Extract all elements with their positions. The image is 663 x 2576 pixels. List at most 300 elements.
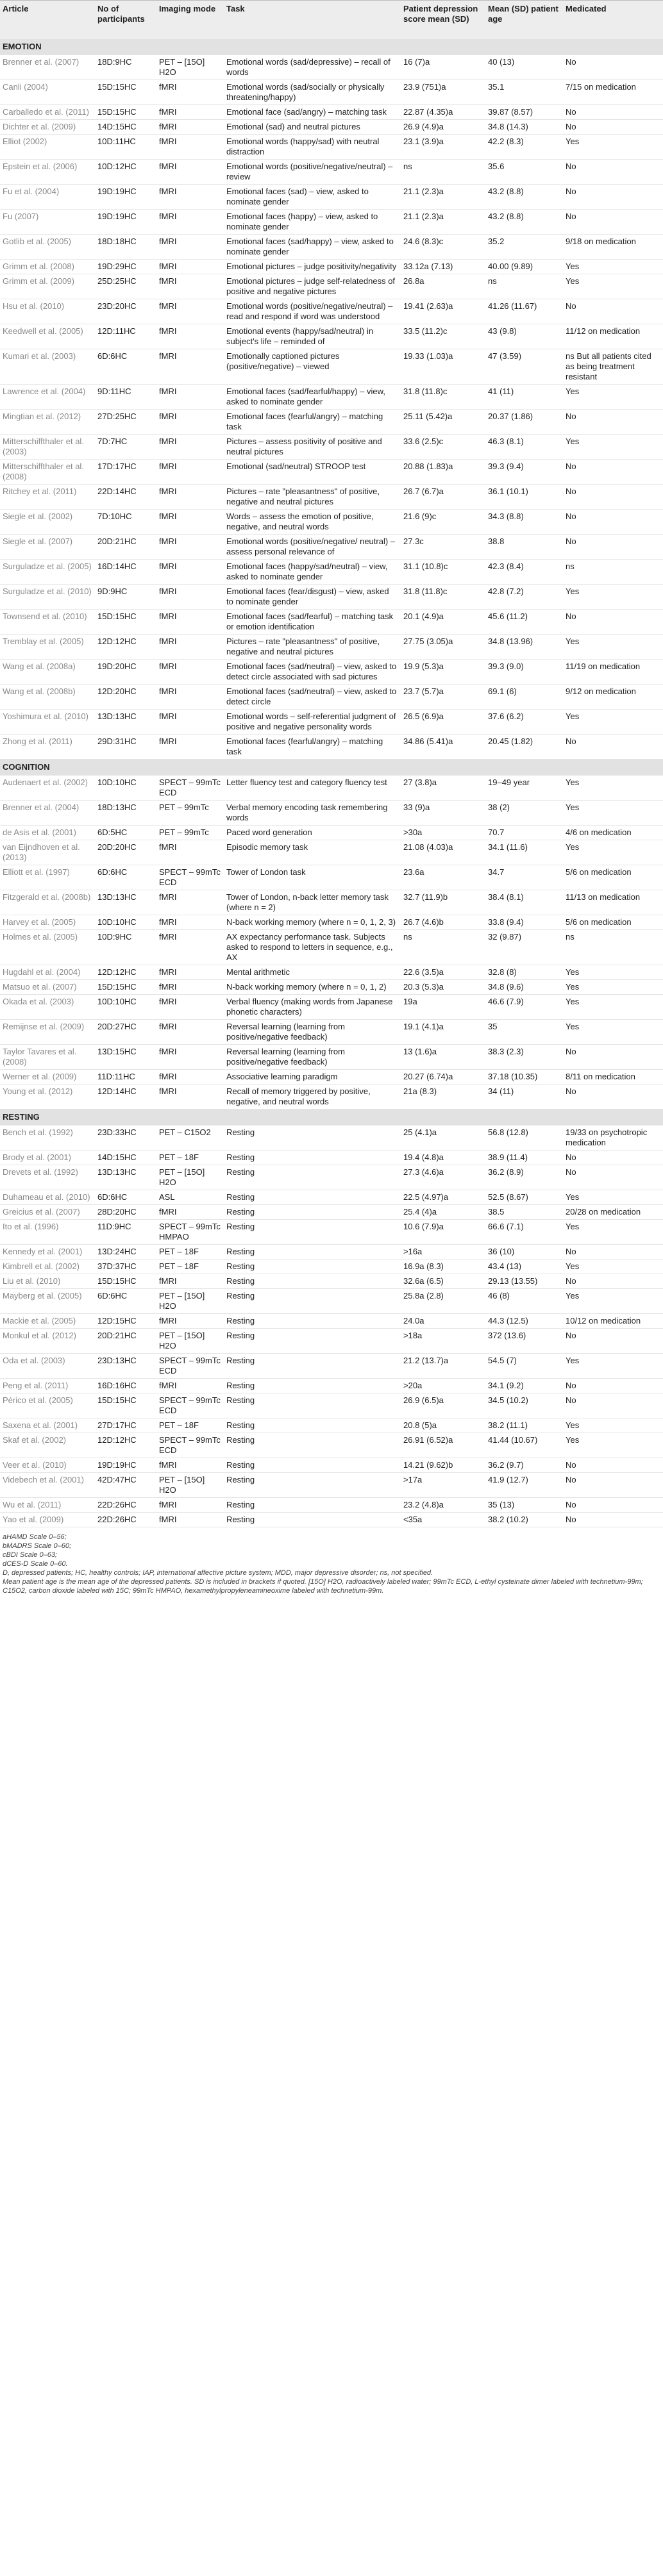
cell-task: Resting bbox=[224, 1433, 401, 1458]
cell-task: Pictures – assess positivity of positive and neutral pictures bbox=[224, 434, 401, 459]
table-row bbox=[0, 384, 663, 409]
cell-depression-score: 33.12a (7.13) bbox=[401, 259, 485, 274]
cell-imaging-mode: PET – [15O] H2O bbox=[156, 1328, 224, 1353]
cell-medicated: No bbox=[563, 1328, 663, 1353]
cell-article: Harvey et al. (2005) bbox=[0, 915, 95, 929]
cell-task: Emotional face (sad/angry) – matching task bbox=[224, 104, 401, 119]
cell-depression-score: 25.8a (2.8) bbox=[401, 1288, 485, 1313]
cell-medicated: Yes bbox=[563, 979, 663, 994]
cell-depression-score: 10.6 (7.9)a bbox=[401, 1219, 485, 1244]
cell-medicated: No bbox=[563, 1497, 663, 1512]
cell-article: Hugdahl et al. (2004) bbox=[0, 965, 95, 979]
cell-imaging-mode: ASL bbox=[156, 1190, 224, 1204]
cell-article: Liu et al. (2010) bbox=[0, 1274, 95, 1288]
cell-depression-score: 20.8 (5)a bbox=[401, 1418, 485, 1433]
cell-participants: 10D:10HC bbox=[95, 994, 156, 1019]
cell-patient-age: 372 (13.6) bbox=[485, 1328, 563, 1353]
cell-patient-age: 41 (11) bbox=[485, 384, 563, 409]
cell-patient-age: 20.45 (1.82) bbox=[485, 734, 563, 759]
cell-imaging-mode: fMRI bbox=[156, 1084, 224, 1109]
cell-article: Dichter et al. (2009) bbox=[0, 119, 95, 134]
cell-imaging-mode: fMRI bbox=[156, 324, 224, 349]
cell-depression-score: 19.1 (4.1)a bbox=[401, 1019, 485, 1044]
header-depression-score: Patient depression score mean (SD) bbox=[401, 1, 485, 39]
footnote: dCES-D Scale 0–60. bbox=[3, 1559, 68, 1568]
cell-depression-score: 32.6a (6.5) bbox=[401, 1274, 485, 1288]
cell-task: Resting bbox=[224, 1458, 401, 1472]
table-row bbox=[0, 1244, 663, 1259]
cell-task: Tower of London task bbox=[224, 865, 401, 890]
cell-imaging-mode: PET – 18F bbox=[156, 1244, 224, 1259]
cell-medicated: Yes bbox=[563, 800, 663, 825]
table-row bbox=[0, 994, 663, 1019]
cell-article: Okada et al. (2003) bbox=[0, 994, 95, 1019]
cell-patient-age: 34.5 (10.2) bbox=[485, 1393, 563, 1418]
cell-participants: 12D:11HC bbox=[95, 324, 156, 349]
cell-task: Resting bbox=[224, 1472, 401, 1497]
cell-depression-score: 23.1 (3.9)a bbox=[401, 134, 485, 159]
cell-medicated: No bbox=[563, 299, 663, 324]
cell-medicated: Yes bbox=[563, 1288, 663, 1313]
footnote: Mean patient age is the mean age of the depressed patients. SD is included in brackets if quoted. [15O] H2O, radioactively labeled water; 99mTc ECD, L-ethyl cysteinate dimer labeled with technetium-99m; C15O2, carbon dioxide labeled with 15C; 99mTc HMPAO, hexamethylpropyleneamineoxime labeled with technetium-99m. bbox=[3, 1577, 643, 1595]
cell-depression-score: 21.6 (9)c bbox=[401, 509, 485, 534]
section-header bbox=[0, 759, 663, 775]
cell-article: Mitterschiffthaler et al. (2003) bbox=[0, 434, 95, 459]
cell-article: Brenner et al. (2004) bbox=[0, 800, 95, 825]
cell-participants: 6D:6HC bbox=[95, 865, 156, 890]
cell-medicated: Yes bbox=[563, 1259, 663, 1274]
table-row bbox=[0, 684, 663, 709]
cell-patient-age: 39.3 (9.0) bbox=[485, 659, 563, 684]
cell-medicated: No bbox=[563, 734, 663, 759]
cell-imaging-mode: fMRI bbox=[156, 890, 224, 915]
table-row bbox=[0, 1393, 663, 1418]
cell-depression-score: 21.1 (2.3)a bbox=[401, 184, 485, 209]
cell-imaging-mode: fMRI bbox=[156, 509, 224, 534]
cell-participants: 15D:15HC bbox=[95, 79, 156, 104]
table-row bbox=[0, 800, 663, 825]
cell-medicated: Yes bbox=[563, 1433, 663, 1458]
cell-depression-score: 23.6a bbox=[401, 865, 485, 890]
cell-participants: 14D:15HC bbox=[95, 1150, 156, 1165]
table-row bbox=[0, 1328, 663, 1353]
cell-medicated: 9/18 on medication bbox=[563, 234, 663, 259]
cell-task: Emotional faces (fearful/angry) – matching task bbox=[224, 409, 401, 434]
cell-imaging-mode: fMRI bbox=[156, 299, 224, 324]
cell-task: Emotional words – self-referential judgment of positive and negative personality words bbox=[224, 709, 401, 734]
cell-depression-score: <35a bbox=[401, 1512, 485, 1527]
table-row bbox=[0, 609, 663, 634]
cell-patient-age: 35 (13) bbox=[485, 1497, 563, 1512]
cell-patient-age: 35 bbox=[485, 1019, 563, 1044]
cell-participants: 6D:6HC bbox=[95, 1288, 156, 1313]
cell-patient-age: 29.13 (13.55) bbox=[485, 1274, 563, 1288]
table-row bbox=[0, 159, 663, 184]
cell-imaging-mode: fMRI bbox=[156, 1313, 224, 1328]
cell-article: Brody et al. (2001) bbox=[0, 1150, 95, 1165]
table-row bbox=[0, 484, 663, 509]
header-article: Article bbox=[0, 1, 95, 39]
cell-patient-age: 38 (2) bbox=[485, 800, 563, 825]
cell-medicated: Yes bbox=[563, 134, 663, 159]
cell-imaging-mode: PET – [15O] H2O bbox=[156, 1472, 224, 1497]
cell-article: Zhong et al. (2011) bbox=[0, 734, 95, 759]
cell-patient-age: 38.2 (10.2) bbox=[485, 1512, 563, 1527]
cell-patient-age: 34.8 (9.6) bbox=[485, 979, 563, 994]
cell-participants: 12D:12HC bbox=[95, 965, 156, 979]
cell-medicated: No bbox=[563, 209, 663, 234]
cell-depression-score: 34.86 (5.41)a bbox=[401, 734, 485, 759]
cell-imaging-mode: PET – 99mTc bbox=[156, 800, 224, 825]
cell-depression-score: 23.9 (751)a bbox=[401, 79, 485, 104]
cell-patient-age: 37.18 (10.35) bbox=[485, 1069, 563, 1084]
cell-depression-score: 33.6 (2.5)c bbox=[401, 434, 485, 459]
cell-medicated: 5/6 on medication bbox=[563, 865, 663, 890]
cell-patient-age: 46.3 (8.1) bbox=[485, 434, 563, 459]
cell-imaging-mode: fMRI bbox=[156, 584, 224, 609]
cell-imaging-mode: fMRI bbox=[156, 709, 224, 734]
cell-depression-score: 27 (3.8)a bbox=[401, 775, 485, 800]
cell-medicated: No bbox=[563, 409, 663, 434]
cell-article: Peng et al. (2011) bbox=[0, 1378, 95, 1393]
cell-task: AX expectancy performance task. Subjects asked to respond to letters in sequence, e.g., AX bbox=[224, 929, 401, 965]
table-row bbox=[0, 929, 663, 965]
cell-depression-score: 13 (1.6)a bbox=[401, 1044, 485, 1069]
cell-task: Pictures – rate "pleasantness" of positive, negative and neutral pictures bbox=[224, 484, 401, 509]
cell-imaging-mode: SPECT – 99mTc ECD bbox=[156, 1353, 224, 1378]
cell-article: Werner et al. (2009) bbox=[0, 1069, 95, 1084]
cell-article: Fu et al. (2004) bbox=[0, 184, 95, 209]
cell-patient-age: 56.8 (12.8) bbox=[485, 1125, 563, 1150]
cell-article: Young et al. (2012) bbox=[0, 1084, 95, 1109]
cell-participants: 19D:19HC bbox=[95, 184, 156, 209]
cell-participants: 6D:6HC bbox=[95, 349, 156, 384]
cell-task: N-back working memory (where n = 0, 1, 2, 3) bbox=[224, 915, 401, 929]
cell-imaging-mode: fMRI bbox=[156, 184, 224, 209]
cell-medicated: Yes bbox=[563, 1219, 663, 1244]
cell-article: Taylor Tavares et al. (2008) bbox=[0, 1044, 95, 1069]
cell-task: Emotional faces (sad/fearful/happy) – view, asked to nominate gender bbox=[224, 384, 401, 409]
cell-task: Episodic memory task bbox=[224, 840, 401, 865]
section-title: EMOTION bbox=[0, 39, 663, 55]
cell-patient-age: 34.7 bbox=[485, 865, 563, 890]
cell-depression-score: ns bbox=[401, 929, 485, 965]
cell-participants: 22D:26HC bbox=[95, 1497, 156, 1512]
cell-imaging-mode: SPECT – 99mTc ECD bbox=[156, 1393, 224, 1418]
cell-participants: 13D:13HC bbox=[95, 1165, 156, 1190]
cell-article: Carballedo et al. (2011) bbox=[0, 104, 95, 119]
cell-patient-age: 43 (9.8) bbox=[485, 324, 563, 349]
cell-medicated: 7/15 on medication bbox=[563, 79, 663, 104]
cell-medicated: No bbox=[563, 484, 663, 509]
cell-patient-age: 44.3 (12.5) bbox=[485, 1313, 563, 1328]
cell-imaging-mode: fMRI bbox=[156, 965, 224, 979]
table-row bbox=[0, 1069, 663, 1084]
cell-patient-age: 36.2 (8.9) bbox=[485, 1165, 563, 1190]
cell-depression-score: 22.6 (3.5)a bbox=[401, 965, 485, 979]
table-row bbox=[0, 324, 663, 349]
cell-imaging-mode: PET – [15O] H2O bbox=[156, 1165, 224, 1190]
cell-imaging-mode: fMRI bbox=[156, 1204, 224, 1219]
cell-medicated: No bbox=[563, 1150, 663, 1165]
table-row bbox=[0, 1418, 663, 1433]
cell-patient-age: 42.8 (7.2) bbox=[485, 584, 563, 609]
table-row bbox=[0, 134, 663, 159]
cell-depression-score: 27.75 (3.05)a bbox=[401, 634, 485, 659]
cell-medicated: No bbox=[563, 119, 663, 134]
cell-article: Grimm et al. (2009) bbox=[0, 274, 95, 299]
table-row bbox=[0, 1150, 663, 1165]
cell-medicated: ns But all patients cited as being treatment resistant bbox=[563, 349, 663, 384]
table-row bbox=[0, 840, 663, 865]
cell-imaging-mode: fMRI bbox=[156, 1044, 224, 1069]
cell-medicated: 4/6 on medication bbox=[563, 825, 663, 840]
cell-task: Resting bbox=[224, 1288, 401, 1313]
cell-task: Emotional events (happy/sad/neutral) in subject's life – reminded of bbox=[224, 324, 401, 349]
cell-medicated: No bbox=[563, 104, 663, 119]
footnote: bMADRS Scale 0–60; bbox=[3, 1541, 71, 1550]
cell-depression-score: 31.8 (11.8)c bbox=[401, 584, 485, 609]
cell-participants: 6D:6HC bbox=[95, 1190, 156, 1204]
cell-participants: 18D:18HC bbox=[95, 234, 156, 259]
cell-patient-age: 38.8 bbox=[485, 534, 563, 559]
cell-depression-score: 19.41 (2.63)a bbox=[401, 299, 485, 324]
cell-participants: 12D:12HC bbox=[95, 634, 156, 659]
cell-imaging-mode: fMRI bbox=[156, 484, 224, 509]
cell-article: Bench et al. (1992) bbox=[0, 1125, 95, 1150]
cell-participants: 42D:47HC bbox=[95, 1472, 156, 1497]
cell-participants: 12D:20HC bbox=[95, 684, 156, 709]
cell-imaging-mode: SPECT – 99mTc ECD bbox=[156, 775, 224, 800]
cell-article: Remijnse et al. (2009) bbox=[0, 1019, 95, 1044]
section-header bbox=[0, 1109, 663, 1125]
cell-patient-age: 32.8 (8) bbox=[485, 965, 563, 979]
cell-depression-score: 26.91 (6.52)a bbox=[401, 1433, 485, 1458]
cell-patient-age: 36 (10) bbox=[485, 1244, 563, 1259]
cell-imaging-mode: PET – 18F bbox=[156, 1259, 224, 1274]
cell-depression-score: 25.11 (5.42)a bbox=[401, 409, 485, 434]
cell-patient-age: 34.1 (11.6) bbox=[485, 840, 563, 865]
cell-task: Emotional faces (fear/disgust) – view, asked to nominate gender bbox=[224, 584, 401, 609]
cell-patient-age: 46 (8) bbox=[485, 1288, 563, 1313]
cell-article: Monkul et al. (2012) bbox=[0, 1328, 95, 1353]
table-row bbox=[0, 349, 663, 384]
table-row bbox=[0, 1353, 663, 1378]
cell-participants: 23D:20HC bbox=[95, 299, 156, 324]
section-title: RESTING bbox=[0, 1109, 663, 1125]
cell-participants: 7D:10HC bbox=[95, 509, 156, 534]
cell-participants: 29D:31HC bbox=[95, 734, 156, 759]
table-row bbox=[0, 1044, 663, 1069]
cell-task: Letter fluency test and category fluency test bbox=[224, 775, 401, 800]
table-row bbox=[0, 1472, 663, 1497]
cell-article: Tremblay et al. (2005) bbox=[0, 634, 95, 659]
cell-participants: 16D:16HC bbox=[95, 1378, 156, 1393]
cell-patient-age: 36.2 (9.7) bbox=[485, 1458, 563, 1472]
cell-depression-score: 21.08 (4.03)a bbox=[401, 840, 485, 865]
cell-imaging-mode: SPECT – 99mTc HMPAO bbox=[156, 1219, 224, 1244]
cell-participants: 20D:21HC bbox=[95, 534, 156, 559]
table-row bbox=[0, 1433, 663, 1458]
cell-article: Matsuo et al. (2007) bbox=[0, 979, 95, 994]
cell-article: Canli (2004) bbox=[0, 79, 95, 104]
cell-task: Resting bbox=[224, 1190, 401, 1204]
cell-task: Emotional faces (fearful/angry) – matching task bbox=[224, 734, 401, 759]
table-row bbox=[0, 1288, 663, 1313]
cell-depression-score: 27.3 (4.6)a bbox=[401, 1165, 485, 1190]
table-footnotes bbox=[0, 1527, 663, 1600]
section-header bbox=[0, 39, 663, 55]
cell-article: Ito et al. (1996) bbox=[0, 1219, 95, 1244]
cell-task: Resting bbox=[224, 1497, 401, 1512]
cell-medicated: No bbox=[563, 1393, 663, 1418]
cell-patient-age: 43.4 (13) bbox=[485, 1259, 563, 1274]
cell-participants: 16D:14HC bbox=[95, 559, 156, 584]
table-row bbox=[0, 459, 663, 484]
cell-participants: 13D:13HC bbox=[95, 709, 156, 734]
cell-patient-age: 35.6 bbox=[485, 159, 563, 184]
cell-patient-age: 38.3 (2.3) bbox=[485, 1044, 563, 1069]
cell-medicated: No bbox=[563, 159, 663, 184]
cell-medicated: Yes bbox=[563, 259, 663, 274]
cell-medicated: 9/12 on medication bbox=[563, 684, 663, 709]
cell-participants: 12D:14HC bbox=[95, 1084, 156, 1109]
cell-depression-score: 24.6 (8.3)c bbox=[401, 234, 485, 259]
cell-participants: 10D:10HC bbox=[95, 915, 156, 929]
cell-task: Resting bbox=[224, 1165, 401, 1190]
cell-patient-age: 52.5 (8.67) bbox=[485, 1190, 563, 1204]
cell-article: Elliot (2002) bbox=[0, 134, 95, 159]
cell-participants: 14D:15HC bbox=[95, 119, 156, 134]
table-row bbox=[0, 965, 663, 979]
cell-imaging-mode: fMRI bbox=[156, 534, 224, 559]
header-participants: No of participants bbox=[95, 1, 156, 39]
cell-medicated: Yes bbox=[563, 840, 663, 865]
table-row bbox=[0, 409, 663, 434]
cell-medicated: Yes bbox=[563, 1019, 663, 1044]
cell-imaging-mode: fMRI bbox=[156, 349, 224, 384]
cell-article: Fu (2007) bbox=[0, 209, 95, 234]
cell-task: Words – assess the emotion of positive, negative, and neutral words bbox=[224, 509, 401, 534]
cell-article: Keedwell et al. (2005) bbox=[0, 324, 95, 349]
cell-task: Resting bbox=[224, 1418, 401, 1433]
cell-participants: 15D:15HC bbox=[95, 104, 156, 119]
table-row bbox=[0, 1378, 663, 1393]
cell-patient-age: 38.5 bbox=[485, 1204, 563, 1219]
cell-imaging-mode: fMRI bbox=[156, 840, 224, 865]
cell-task: Emotional words (positive/negative/neutral) – review bbox=[224, 159, 401, 184]
table-row bbox=[0, 54, 663, 79]
cell-medicated: Yes bbox=[563, 1418, 663, 1433]
cell-participants: 10D:11HC bbox=[95, 134, 156, 159]
cell-imaging-mode: PET – 18F bbox=[156, 1150, 224, 1165]
header-task: Task bbox=[224, 1, 401, 39]
cell-article: Audenaert et al. (2002) bbox=[0, 775, 95, 800]
cell-imaging-mode: fMRI bbox=[156, 209, 224, 234]
cell-task: Paced word generation bbox=[224, 825, 401, 840]
cell-participants: 10D:10HC bbox=[95, 775, 156, 800]
cell-task: Resting bbox=[224, 1150, 401, 1165]
table-row bbox=[0, 509, 663, 534]
cell-medicated: No bbox=[563, 1472, 663, 1497]
cell-depression-score: 23.2 (4.8)a bbox=[401, 1497, 485, 1512]
section-title: COGNITION bbox=[0, 759, 663, 775]
cell-patient-age: 38.9 (11.4) bbox=[485, 1150, 563, 1165]
cell-patient-age: 46.6 (7.9) bbox=[485, 994, 563, 1019]
cell-participants: 11D:11HC bbox=[95, 1069, 156, 1084]
cell-patient-age: 34.1 (9.2) bbox=[485, 1378, 563, 1393]
cell-medicated: No bbox=[563, 1512, 663, 1527]
cell-participants: 9D:9HC bbox=[95, 584, 156, 609]
cell-imaging-mode: fMRI bbox=[156, 274, 224, 299]
cell-task: Pictures – rate "pleasantness" of positive, negative and neutral pictures bbox=[224, 634, 401, 659]
cell-article: Fitzgerald et al. (2008b) bbox=[0, 890, 95, 915]
cell-medicated: Yes bbox=[563, 384, 663, 409]
cell-patient-age: 42.2 (8.3) bbox=[485, 134, 563, 159]
cell-medicated: 11/12 on medication bbox=[563, 324, 663, 349]
cell-patient-age: 39.3 (9.4) bbox=[485, 459, 563, 484]
cell-medicated: No bbox=[563, 1084, 663, 1109]
table-row bbox=[0, 259, 663, 274]
cell-imaging-mode: fMRI bbox=[156, 1274, 224, 1288]
cell-article: Veer et al. (2010) bbox=[0, 1458, 95, 1472]
cell-medicated: Yes bbox=[563, 274, 663, 299]
cell-task: Resting bbox=[224, 1244, 401, 1259]
cell-patient-age: 47 (3.59) bbox=[485, 349, 563, 384]
table-row bbox=[0, 299, 663, 324]
cell-patient-age: 36.1 (10.1) bbox=[485, 484, 563, 509]
cell-task: Resting bbox=[224, 1274, 401, 1288]
cell-imaging-mode: fMRI bbox=[156, 929, 224, 965]
cell-imaging-mode: PET – 18F bbox=[156, 1418, 224, 1433]
table-row bbox=[0, 559, 663, 584]
cell-medicated: No bbox=[563, 459, 663, 484]
cell-depression-score: 25 (4.1)a bbox=[401, 1125, 485, 1150]
cell-participants: 28D:20HC bbox=[95, 1204, 156, 1219]
header-patient-age: Mean (SD) patient age bbox=[485, 1, 563, 39]
cell-participants: 13D:15HC bbox=[95, 1044, 156, 1069]
cell-patient-age: 66.6 (7.1) bbox=[485, 1219, 563, 1244]
cell-depression-score: >16a bbox=[401, 1244, 485, 1259]
cell-patient-age: 43.2 (8.8) bbox=[485, 184, 563, 209]
cell-participants: 22D:14HC bbox=[95, 484, 156, 509]
cell-imaging-mode: fMRI bbox=[156, 609, 224, 634]
cell-depression-score: 20.27 (6.74)a bbox=[401, 1069, 485, 1084]
cell-participants: 7D:7HC bbox=[95, 434, 156, 459]
cell-medicated: ns bbox=[563, 929, 663, 965]
cell-depression-score: 27.3c bbox=[401, 534, 485, 559]
cell-participants: 17D:17HC bbox=[95, 459, 156, 484]
cell-patient-age: 37.6 (6.2) bbox=[485, 709, 563, 734]
cell-task: Emotional words (positive/negative/neutral) – read and respond if word was understood bbox=[224, 299, 401, 324]
cell-participants: 6D:5HC bbox=[95, 825, 156, 840]
table-row bbox=[0, 1313, 663, 1328]
cell-depression-score: 33.5 (11.2)c bbox=[401, 324, 485, 349]
cell-patient-age: 40 (13) bbox=[485, 54, 563, 79]
cell-depression-score: 20.1 (4.9)a bbox=[401, 609, 485, 634]
cell-article: Ritchey et al. (2011) bbox=[0, 484, 95, 509]
cell-patient-age: 45.6 (11.2) bbox=[485, 609, 563, 634]
cell-participants: 19D:19HC bbox=[95, 209, 156, 234]
cell-patient-age: 19–49 year bbox=[485, 775, 563, 800]
cell-task: Emotional faces (sad) – view, asked to nominate gender bbox=[224, 184, 401, 209]
cell-medicated: Yes bbox=[563, 584, 663, 609]
cell-medicated: 11/19 on medication bbox=[563, 659, 663, 684]
cell-task: Associative learning paradigm bbox=[224, 1069, 401, 1084]
cell-task: Emotional words (happy/sad) with neutral distraction bbox=[224, 134, 401, 159]
cell-patient-age: 34.3 (8.8) bbox=[485, 509, 563, 534]
cell-patient-age: 69.1 (6) bbox=[485, 684, 563, 709]
